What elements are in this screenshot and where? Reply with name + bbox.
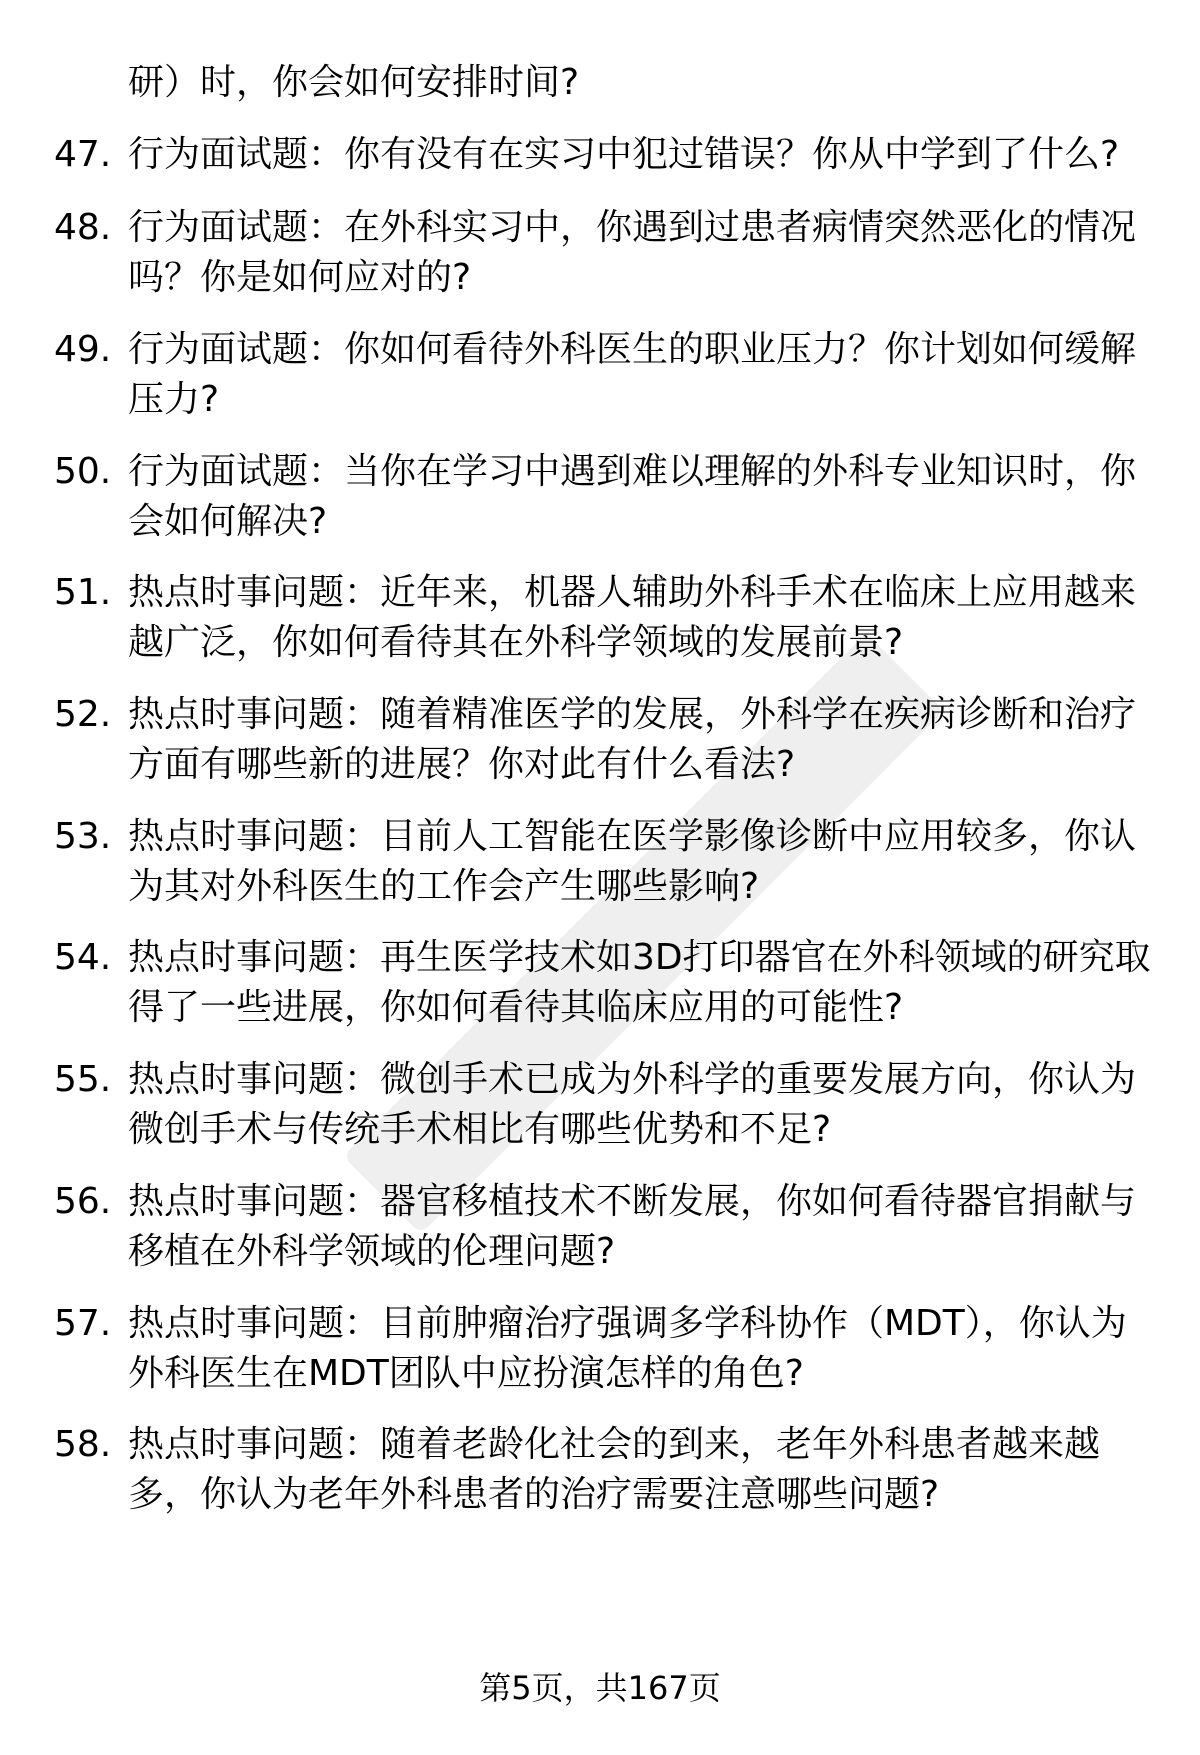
question-text-line: 热点时事问题：微创手术已成为外科学的重要发展方向，你认为: [128, 1059, 1137, 1100]
question-text-line: 热点时事问题：随着老龄化社会的到来，老年外科患者越来越: [128, 1424, 1101, 1465]
question-number: 50.: [54, 451, 112, 492]
question-number: 54.: [54, 937, 112, 978]
question-text-line: 多，你认为老年外科患者的治疗需要注意哪些问题?: [128, 1474, 940, 1515]
question-text: [128, 203, 1158, 303]
question-text-line: 方面有哪些新的进展？你对此有什么看法?: [128, 744, 796, 785]
question-text: [128, 447, 1158, 547]
question-text-line: 热点时事问题：再生医学技术如3D打印器官在外科领域的研究取: [128, 937, 1151, 978]
question-number: 56.: [54, 1181, 112, 1222]
question-text: [128, 933, 1158, 1033]
question-text-line: 外科医生在MDT团队中应扮演怎样的角色?: [128, 1353, 804, 1394]
question-text-line: 得了一些进展，你如何看待其临床应用的可能性?: [128, 987, 904, 1028]
question-number: 47.: [54, 134, 112, 175]
question-number: 49.: [54, 329, 112, 370]
question-text-line: 行为面试题：你有没有在实习中犯过错误？你从中学到了什么?: [128, 134, 1120, 175]
page-footer: 第5页，共167页: [479, 1669, 721, 1707]
question-text: [128, 1420, 1158, 1520]
question-text: [128, 1177, 1158, 1277]
question-text: [128, 325, 1158, 425]
question-number: 57.: [54, 1303, 112, 1344]
question-text: [128, 690, 1158, 790]
question-text-line: 行为面试题：当你在学习中遇到难以理解的外科专业知识时，你: [128, 451, 1137, 492]
question-number: 52.: [54, 694, 112, 735]
question-text: [128, 1055, 1158, 1155]
question-text-line: 压力?: [128, 379, 220, 420]
question-text-line: 微创手术与传统手术相比有哪些优势和不足?: [128, 1109, 832, 1150]
question-text-line: 热点时事问题：近年来，机器人辅助外科手术在临床上应用越来: [128, 572, 1137, 613]
question-text: [128, 1299, 1158, 1399]
question-number: 55.: [54, 1059, 112, 1100]
question-text: [128, 812, 1158, 912]
question-text-line: 越广泛，你如何看待其在外科学领域的发展前景?: [128, 622, 904, 663]
question-number: 48.: [54, 207, 112, 248]
question-text-line: 热点时事问题：目前肿瘤治疗强调多学科协作（MDT），你认为: [128, 1303, 1127, 1344]
question-number: 51.: [54, 572, 112, 613]
question-text: [128, 130, 1158, 180]
question-text: [128, 568, 1158, 668]
question-text-line: 会如何解决?: [128, 501, 328, 542]
question-text-line: 移植在外科学领域的伦理问题?: [128, 1231, 616, 1272]
question-number: 58.: [54, 1424, 112, 1465]
question-text-line: 行为面试题：你如何看待外科医生的职业压力？你计划如何缓解: [128, 329, 1137, 370]
question-text-line: 热点时事问题：目前人工智能在医学影像诊断中应用较多，你认: [128, 816, 1137, 857]
question-text-line: 热点时事问题：随着精准医学的发展，外科学在疾病诊断和治疗: [128, 694, 1137, 735]
continued-question-text: 研）时，你会如何安排时间?: [128, 62, 580, 103]
question-text-line: 吗？你是如何应对的?: [128, 257, 472, 298]
question-text-line: 行为面试题：在外科实习中，你遇到过患者病情突然恶化的情况: [128, 207, 1137, 248]
question-number: 53.: [54, 816, 112, 857]
question-text-line: 为其对外科医生的工作会产生哪些影响?: [128, 866, 760, 907]
question-text-line: 热点时事问题：器官移植技术不断发展，你如何看待器官捐献与: [128, 1181, 1137, 1222]
